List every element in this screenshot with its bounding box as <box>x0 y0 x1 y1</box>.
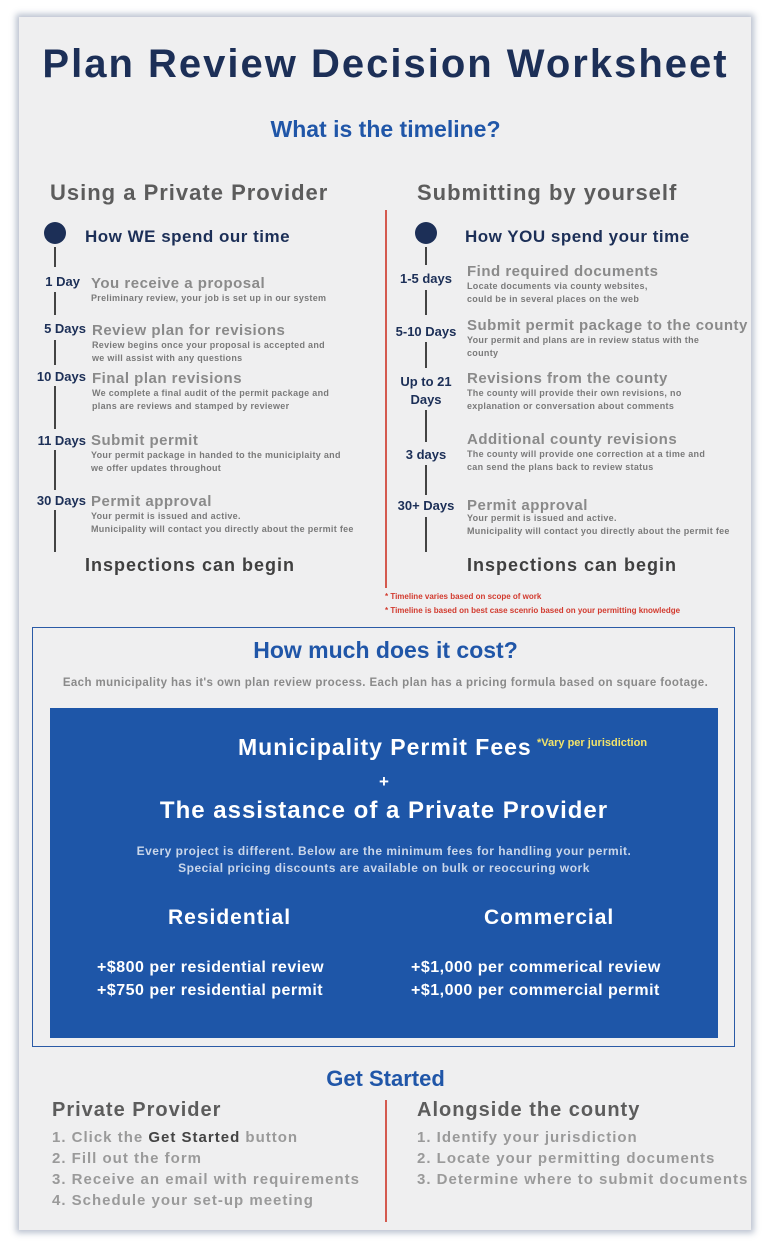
timeline-connector <box>54 292 56 315</box>
county-step-item: 1. Identify your jurisdiction <box>417 1129 638 1146</box>
private-step-desc: Your permit package in handed to the municiplaity and we offer updates throughout <box>91 450 341 473</box>
self-step-day: 3 days <box>405 447 447 462</box>
private-step-desc: Your permit is issued and active. Municipality will contact you directly about the permit fee <box>91 511 354 534</box>
timeline-start-dot <box>44 222 66 244</box>
timeline-connector <box>54 386 56 429</box>
self-step-desc: Your permit is issued and active. Municipality will contact you directly about the permit fee <box>467 513 730 536</box>
self-step-desc: The county will provide their own revisions, no explanation or conversation about comments <box>467 388 682 411</box>
self-step-desc: Your permit and plans are in review status with the county <box>467 335 700 358</box>
cost-heading: How much does it cost? <box>253 637 518 663</box>
timeline-start-dot <box>415 222 437 244</box>
commercial-heading: Commercial <box>484 906 615 929</box>
private-step-desc: We complete a final audit of the permit package and plans are reviews and stamped by reviewer <box>92 388 330 411</box>
we-spend-heading: How WE spend our time <box>85 227 291 246</box>
timeline-heading: What is the timeline? <box>270 116 501 142</box>
commercial-fee-line: +$1,000 per commercial permit <box>411 982 660 999</box>
private-step-item: 2. Fill out the form <box>52 1150 202 1167</box>
commercial-fees <box>411 956 661 1002</box>
county-step-item: 2. Locate your permitting documents <box>417 1150 716 1167</box>
timeline-note: * Timeline varies based on scope of work <box>385 592 542 601</box>
timeline-connector <box>425 342 427 368</box>
self-step-day: 1-5 days <box>399 271 453 286</box>
private-step-desc: Review begins once your proposal is accepted and we will assist with any questions <box>92 340 325 363</box>
timeline-connector <box>425 247 427 265</box>
self-step-day: Up to 21 Days <box>400 374 452 407</box>
self-step-title: Permit approval <box>467 497 588 514</box>
timeline-connector <box>425 465 427 495</box>
private-step-title: Final plan revisions <box>92 370 243 387</box>
private-provider-heading: Using a Private Provider <box>50 180 329 205</box>
private-step-title: Permit approval <box>91 493 212 510</box>
private-step-item: 3. Receive an email with requirements <box>52 1171 360 1188</box>
timeline-connector <box>54 450 56 490</box>
get-started-divider <box>385 1100 387 1222</box>
municipality-fees-title: Municipality Permit Fees <box>238 734 532 760</box>
residential-fee-line: +$800 per residential review <box>97 959 325 976</box>
residential-fee-line: +$750 per residential permit <box>97 982 324 999</box>
county-steps-heading: Alongside the county <box>417 1099 641 1121</box>
self-step-day: 5-10 Days <box>395 324 457 339</box>
private-provider-steps <box>52 1127 360 1211</box>
self-step-title: Additional county revisions <box>467 431 678 448</box>
you-spend-heading: How YOU spend your time <box>465 227 690 246</box>
self-step-title: Revisions from the county <box>467 370 668 387</box>
self-step-desc: The county will provide one correction at a time and can send the plans back to review status <box>467 449 706 472</box>
self-submit-heading: Submitting by yourself <box>417 180 678 205</box>
timeline-connector <box>54 340 56 365</box>
self-step-title: Find required documents <box>467 263 659 280</box>
county-step-item: 3. Determine where to submit documents <box>417 1171 749 1188</box>
county-steps <box>417 1127 748 1190</box>
private-provider-steps-heading: Private Provider <box>52 1099 222 1121</box>
pricing-description: Every project is different. Below are the minimum fees for handling your permit. Special pricing discounts are available on bulk or reoccuring work <box>136 844 632 875</box>
private-step-day: 11 Days <box>37 433 86 448</box>
private-step-desc: Preliminary review, your job is set up in our system <box>91 293 327 303</box>
timeline-note: * Timeline is based on best case scenrio based on your permitting knowledge <box>385 606 681 615</box>
private-inspections-label: Inspections can begin <box>85 555 296 575</box>
get-started-button-ref[interactable]: Get Started <box>148 1129 241 1146</box>
timeline-connector <box>54 247 56 267</box>
fees-vary-note: *Vary per jurisdiction <box>537 737 648 749</box>
commercial-fee-line: +$1,000 per commerical review <box>411 959 661 976</box>
private-step-day: 1 Day <box>45 274 80 289</box>
plus-sign: + <box>379 772 389 791</box>
self-step-day: 30+ Days <box>397 498 455 513</box>
private-step-item: 4. Schedule your set-up meeting <box>52 1192 314 1209</box>
self-inspections-label: Inspections can begin <box>467 555 678 575</box>
page-title: Plan Review Decision Worksheet <box>42 42 729 86</box>
private-step-day: 10 Days <box>36 369 86 384</box>
self-step-desc: Locate documents via county websites, could be in several places on the web <box>467 281 648 304</box>
residential-fees <box>97 956 324 1002</box>
timeline-connector <box>425 290 427 315</box>
timeline-divider <box>385 210 387 588</box>
self-step-title: Submit permit package to the county <box>467 317 748 334</box>
timeline-connector <box>425 517 427 552</box>
private-step-title: You receive a proposal <box>91 275 266 292</box>
private-provider-assist-title: The assistance of a Private Provider <box>159 797 609 824</box>
private-step-title: Submit permit <box>91 432 199 449</box>
residential-heading: Residential <box>168 906 292 929</box>
private-step-item: 1. Click the Get Started button <box>52 1129 299 1146</box>
private-step-day: 5 Days <box>44 321 86 336</box>
private-step-day: 30 Days <box>36 493 86 508</box>
timeline-connector <box>425 410 427 442</box>
cost-subtext: Each municipality has it's own plan review process. Each plan has a pricing formula based on square footage. <box>62 677 709 689</box>
get-started-heading: Get Started <box>326 1066 445 1091</box>
private-step-title: Review plan for revisions <box>92 322 286 339</box>
timeline-connector <box>54 510 56 552</box>
